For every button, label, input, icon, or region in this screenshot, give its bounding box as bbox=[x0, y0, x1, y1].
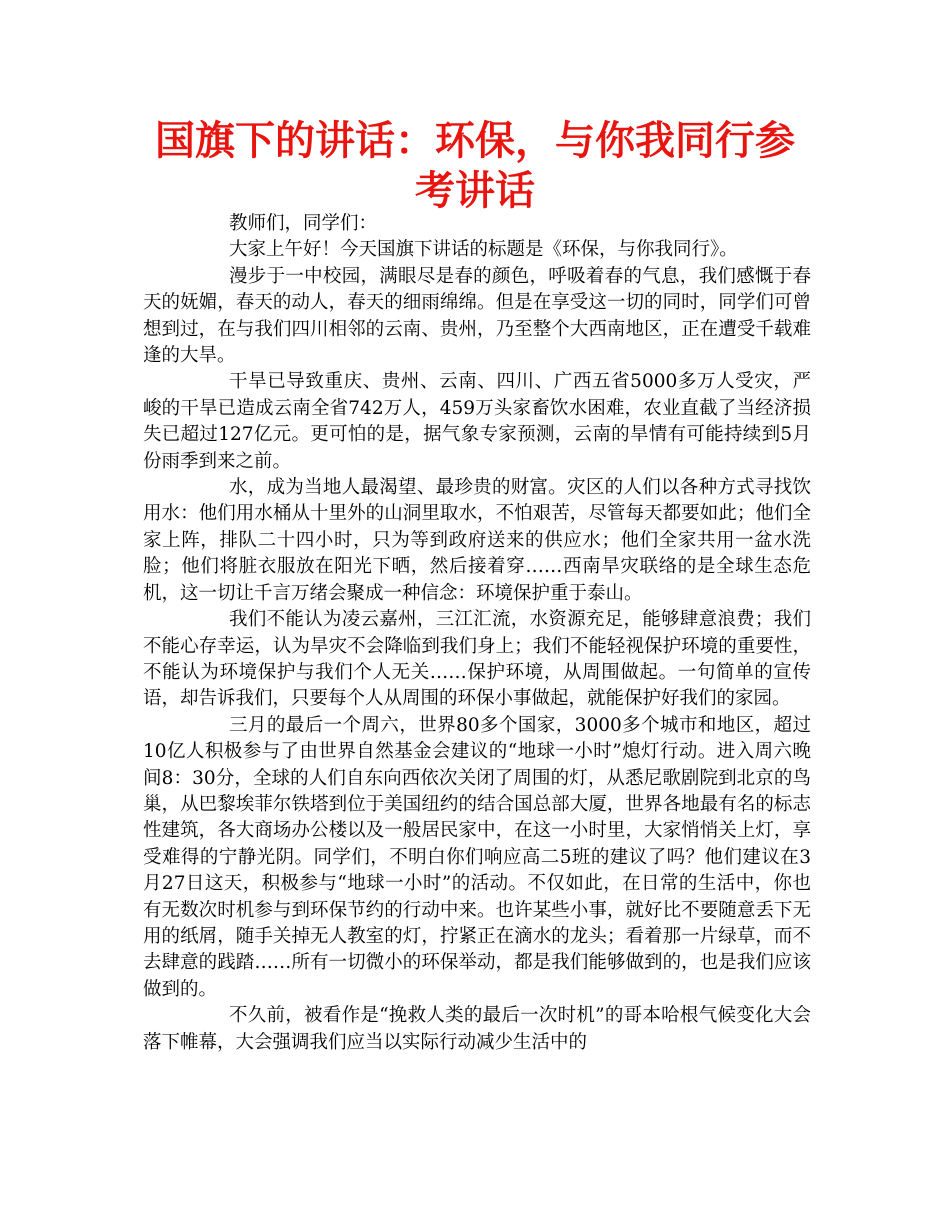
body-paragraph: 三月的最后一个周六，世界80多个国家，3000多个城市和地区，超过10亿人积极参与了由世界自然基金会建议的“地球一小时”熄灯行动。进入周六晚间8：30分，全球的人们自东向西依次关闭了周围的灯，从悉尼歌剧院到北京的鸟巢，从巴黎埃菲尔铁塔到位于美国纽约的结合国总部大厦，世界各地最有名的标志性建筑，各大商场办公楼以及一般居民家中，在这一小时里，大家悄悄关上灯，享受难得的宁静光阴。同学们，不明白你们响应高二5班的建议了吗？他们建议在3月27日这天，积极参与“地球一小时”的活动。不仅如此，在日常的生活中，你也有无数次时机参与到环保节约的行动中来。也许某些小事，就好比不要随意丢下无用的纸屑，随手关掉无人教室的灯，拧紧正在滴水的龙头；看着那一片绿草，而不去肆意的践踏……所有一切微小的环保举动，都是我们能够做到的，也是我们应该做到的。 bbox=[143, 714, 811, 1000]
body-paragraph: 干旱已导致重庆、贵州、云南、四川、广西五省5000多万人受灾，严峻的干旱已造成云南全省742万人，459万头家畜饮水困难，农业直截了当经济损失已超过127亿元。更可怕的是，据气象专家预测，云南的旱情有可能持续到5月份雨季到来之前。 bbox=[143, 371, 811, 472]
salutation-paragraph: 教师们，同学们： bbox=[229, 213, 378, 234]
body-paragraph: 水，成为当地人最渴望、最珍贵的财富。灾区的人们以各种方式寻找饮用水：他们用水桶从十里外的山洞里取水，不怕艰苦，尽管每天都要如此；他们全家上阵，排队二十四小时，只为等到政府送来的供应水；他们全家共用一盆水洗脸；他们将脏衣服放在阳光下晒，然后接着穿……西南旱灾联络的是全球生态危机，这一切让千言万绪会聚成一种信念：环境保护重于泰山。 bbox=[143, 477, 811, 604]
document-title: 国旗下的讲话：环保，与你我同行参考讲话 bbox=[155, 118, 795, 214]
body-paragraph: 大家上午好！今天国旗下讲话的标题是《环保，与你我同行》。 bbox=[229, 239, 738, 261]
body-paragraph: 我们不能认为凌云嘉州，三江汇流，水资源充足，能够肆意浪费；我们不能心存幸运，认为旱灾不会降临到我们身上；我们不能轻视保护环境的重要性，不能认为环境保护与我们个人无关……保护环境，从周围做起。一句简单的宣传语，却告诉我们，只要每个人从周围的环保小事做起，就能保护好我们的家园。 bbox=[143, 609, 811, 710]
body-paragraph: 漫步于一中校园，满眼尽是春的颜色，呼吸着春的气息，我们感慨于春天的妩媚，春天的动人，春天的细雨绵绵。但是在享受这一切的同时，同学们可曾想到过，在与我们四川相邻的云南、贵州，乃至整个大西南地区，正在遭受千载难逢的大旱。 bbox=[143, 265, 811, 367]
body-paragraph: 不久前，被看作是“挽救人类的最后一次时机”的哥本哈根气候变化大会落下帷幕，大会强调我们应当以实际行动减少生活中的 bbox=[143, 1005, 811, 1053]
document-body bbox=[143, 211, 811, 1056]
